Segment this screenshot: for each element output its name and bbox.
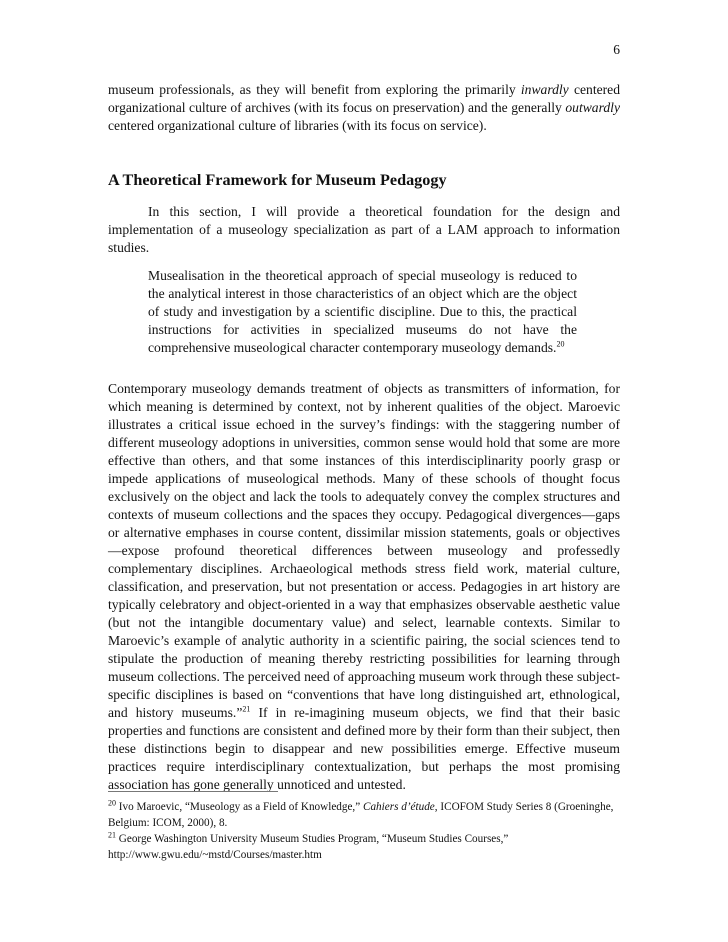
footnote-20-text-1: Ivo Maroevic, “Museology as a Field of Knowledge,” — [116, 801, 363, 813]
footnote-number-21: 21 — [108, 830, 116, 840]
paragraph-intro: In this section, I will provide a theoretical foundation for the design and implementation of a museology specialization as part of a LAM approach to information studies. — [108, 204, 620, 255]
para1-emphasis-inwardly: inwardly — [520, 82, 569, 97]
para1-text-3: centered organizational culture of libraries (with its focus on service). — [108, 118, 487, 133]
footnote-ref-20: 20 — [556, 339, 565, 349]
footnote-20-title: Cahiers d’étude — [363, 801, 435, 813]
section-heading: A Theoretical Framework for Museum Pedagogy — [108, 171, 447, 189]
footnote-21 — [108, 831, 628, 863]
footnote-number-20: 20 — [108, 798, 116, 808]
para3-text-1: Contemporary museology demands treatment of objects as transmitters of information, for which meaning is determined by context, not by inherent qualities of the object. Maroevic illustrates a critical issue echoed in the survey’s findings: with the staggering number of different museology adoptions in universities, common sense would hold that some are more effective than others, and that some instances of this interdisciplinarity poorly grasp or impede applications of museological methods. Many of these schools of thought focus exclusively on the object and lack the tools to adequately convey the complex structures and contexts of museum collections and the spaces they occupy. Pedagogical divergences—gaps or alternative emphases in course content, dissimilar mission statements, goals or objectives—expose profound theoretical differences between museology and professedly complementary disciplines. Archaeological methods stress field work, material culture, classification, and preservation, but not presentation or access. Pedagogies in art history are typically celebratory and object-oriented in a way that emphasizes observable aesthetic value (but not the intangible documentary value) and select, learnable contexts. Similar to Maroevic’s example of analytic authority in a scientific pairing, the social sciences tend to stipulate the production of meaning thereby restricting possibilities for learning through museum collections. The perceived need of approaching museum work through these subject-specific disciplines is based on “conventions that have long distinguished art, ethnological, and history museums.” — [108, 381, 620, 720]
footnote-divider — [108, 791, 278, 792]
page-number: 6 — [613, 42, 620, 57]
para1-text-2: centered organizational culture of archives (with its focus on preservation) and the generally — [108, 82, 621, 115]
footnote-21-text: George Washington University Museum Studies Program, “Museum Studies Courses,” http://www.gwu.edu/~mstd/Courses/master.htm — [108, 833, 509, 861]
block-quote — [148, 267, 577, 357]
block-quote-text: Musealisation in the theoretical approach of special museology is reduced to the analytical interest in those characteristics of an object which are the object of study and investigation by a scientific discipline. Due to this, the practical instructions for activities in specialized museums do not have the comprehensive museological character contemporary museology demands. — [148, 268, 577, 355]
para1-emphasis-outwardly: outwardly — [565, 100, 620, 115]
paragraph-main — [108, 380, 620, 794]
footnote-20 — [108, 799, 628, 831]
footnotes — [108, 799, 628, 863]
paragraph-continuation — [108, 81, 620, 135]
para1-text-1: museum professionals, as they will benefit from exploring the primarily — [108, 82, 521, 97]
footnote-ref-21: 21 — [242, 704, 251, 714]
para3-text-2: If in re-imagining museum objects, we find that their basic properties and functions are consistent and defined more by their form than their subject, then these distinctions begin to disappear and new possibilities emerge. Effective museum practices require interdisciplinary contextualization, but perhaps the most promising association has gone generally unnoticed and untested. — [108, 705, 620, 792]
footnote-20-text-2: , ICOFOM Study Series 8 (Groeninghe, Belgium: ICOM, 2000), 8. — [108, 801, 614, 829]
